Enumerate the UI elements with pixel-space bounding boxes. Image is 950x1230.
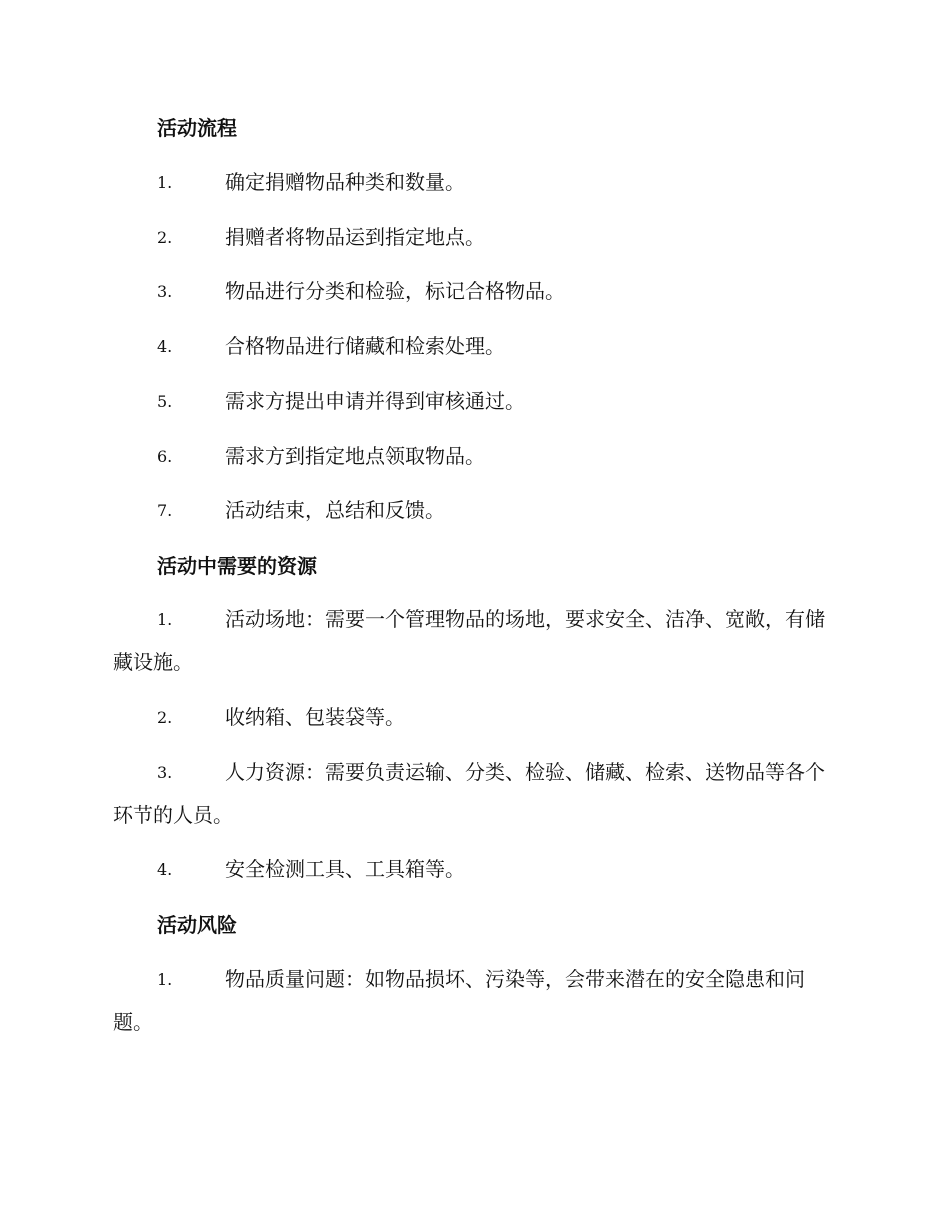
list-item-number: 7.: [157, 501, 173, 520]
list-item-text: 物品质量问题：如物品损坏、污染等，会带来潜在的安全隐患和问题。: [113, 967, 805, 1034]
list-item-text: 安全检测工具、工具箱等。: [225, 857, 465, 881]
list-item: [113, 161, 837, 204]
list-item: [113, 598, 837, 684]
list-item-number: 2.: [157, 228, 173, 247]
list-item-number: 1.: [157, 970, 173, 989]
section-heading-process: 活动流程: [157, 116, 237, 140]
list-item-text: 活动结束，总结和反馈。: [225, 498, 445, 522]
list-item-number: 3.: [157, 763, 173, 782]
list-item: [113, 489, 837, 532]
section-heading-resources: 活动中需要的资源: [157, 554, 317, 578]
list-item: [113, 270, 837, 313]
list-item-number: 1.: [157, 610, 173, 629]
list-item: [113, 696, 837, 739]
list-item-text: 捐赠者将物品运到指定地点。: [225, 225, 485, 249]
list-item-number: 4.: [157, 860, 173, 879]
list-item: [113, 751, 837, 837]
list-item-number: 1.: [157, 173, 173, 192]
list-item-text: 物品进行分类和检验，标记合格物品。: [225, 279, 565, 303]
list-item-text: 活动场地：需要一个管理物品的场地，要求安全、洁净、宽敞，有储藏设施。: [113, 607, 825, 674]
list-item-text: 合格物品进行储藏和检索处理。: [225, 334, 505, 358]
list-item-text: 需求方提出申请并得到审核通过。: [225, 389, 525, 413]
list-item-number: 3.: [157, 282, 173, 301]
list-item: [113, 435, 837, 478]
list-item: [113, 380, 837, 423]
list-item-number: 4.: [157, 337, 173, 356]
list-item: [113, 325, 837, 368]
list-item-text: 需求方到指定地点领取物品。: [225, 444, 485, 468]
list-item: [113, 216, 837, 259]
list-item-text: 确定捐赠物品种类和数量。: [225, 170, 465, 194]
list-item-number: 5.: [157, 392, 173, 411]
list-item: [113, 958, 837, 1044]
list-item-number: 6.: [157, 447, 173, 466]
list-item-number: 2.: [157, 708, 173, 727]
section-heading-risks: 活动风险: [157, 913, 237, 937]
list-item-text: 收纳箱、包装袋等。: [225, 705, 405, 729]
list-item: [113, 848, 837, 891]
list-item-text: 人力资源：需要负责运输、分类、检验、储藏、检索、送物品等各个环节的人员。: [113, 760, 825, 827]
